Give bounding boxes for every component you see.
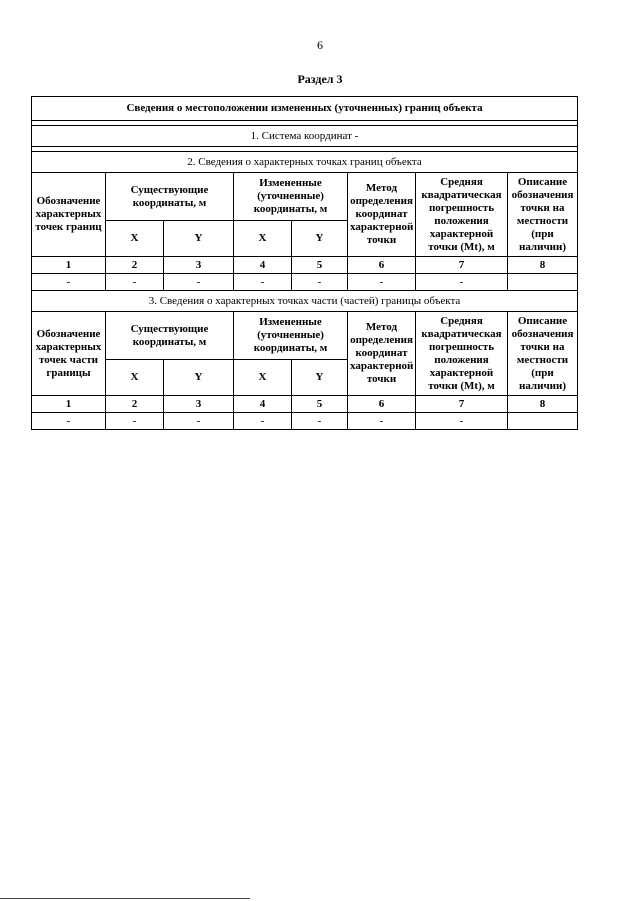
column-number: 8 xyxy=(508,396,578,413)
table-title: Сведения о местоположении измененных (уточненных) границ объекта xyxy=(32,97,578,121)
table-cell: - xyxy=(106,274,164,291)
header-changed-coords: Измененные (уточненные) координаты, м xyxy=(234,173,348,221)
header-accuracy: Средняя квадратическая погрешность положения характерной точки (Mt), м xyxy=(416,173,508,257)
table-cell: - xyxy=(32,413,106,430)
boundary-table xyxy=(31,96,578,430)
header-y: Y xyxy=(164,221,234,257)
header-y: Y xyxy=(292,221,348,257)
column-number: 7 xyxy=(416,396,508,413)
column-number: 1 xyxy=(32,257,106,274)
table-cell: - xyxy=(292,413,348,430)
table-cell xyxy=(508,274,578,291)
header-existing-coords: Существующие координаты, м xyxy=(106,173,234,221)
table-cell: - xyxy=(348,274,416,291)
column-number: 2 xyxy=(106,396,164,413)
table-row xyxy=(32,413,578,430)
header-description: Описание обозначения точки на местности (при наличии) xyxy=(508,312,578,396)
column-number: 4 xyxy=(234,396,292,413)
column-number: 2 xyxy=(106,257,164,274)
header-designation: Обозначение характерных точек границ xyxy=(32,173,106,257)
table-cell: - xyxy=(32,274,106,291)
header-changed-coords: Измененные (уточненные) координаты, м xyxy=(234,312,348,360)
section-title: Раздел 3 xyxy=(297,72,343,86)
header-existing-coords: Существующие координаты, м xyxy=(106,312,234,360)
column-number: 3 xyxy=(164,396,234,413)
table-cell: - xyxy=(106,413,164,430)
table-cell: - xyxy=(234,274,292,291)
column-number: 8 xyxy=(508,257,578,274)
column-number: 3 xyxy=(164,257,234,274)
points-section-title: 2. Сведения о характерных точках границ объекта xyxy=(32,152,578,173)
column-number: 5 xyxy=(292,257,348,274)
header-x: X xyxy=(234,360,292,396)
column-number: 6 xyxy=(348,396,416,413)
table-cell: - xyxy=(164,274,234,291)
partial-section-title: 3. Сведения о характерных точках части (частей) границы объекта xyxy=(32,291,578,312)
table-cell: - xyxy=(234,413,292,430)
column-number: 1 xyxy=(32,396,106,413)
header-designation-part: Обозначение характерных точек части границы xyxy=(32,312,106,396)
column-number: 4 xyxy=(234,257,292,274)
table-cell: - xyxy=(292,274,348,291)
table-cell xyxy=(508,413,578,430)
table-cell: - xyxy=(416,274,508,291)
column-number: 5 xyxy=(292,396,348,413)
footer-divider xyxy=(0,898,250,899)
column-number: 7 xyxy=(416,257,508,274)
header-y: Y xyxy=(292,360,348,396)
header-y: Y xyxy=(164,360,234,396)
table-cell: - xyxy=(164,413,234,430)
header-description: Описание обозначения точки на местности (при наличии) xyxy=(508,173,578,257)
table-cell: - xyxy=(348,413,416,430)
page-number: 6 xyxy=(317,38,323,52)
header-x: X xyxy=(234,221,292,257)
column-number: 6 xyxy=(348,257,416,274)
table-row xyxy=(32,274,578,291)
header-method: Метод определения координат характерной точки xyxy=(348,173,416,257)
table-cell: - xyxy=(416,413,508,430)
coordinate-system-line: 1. Система координат - xyxy=(32,126,578,147)
header-x: X xyxy=(106,360,164,396)
header-method: Метод определения координат характерной точки xyxy=(348,312,416,396)
header-accuracy: Средняя квадратическая погрешность положения характерной точки (Mt), м xyxy=(416,312,508,396)
header-x: X xyxy=(106,221,164,257)
